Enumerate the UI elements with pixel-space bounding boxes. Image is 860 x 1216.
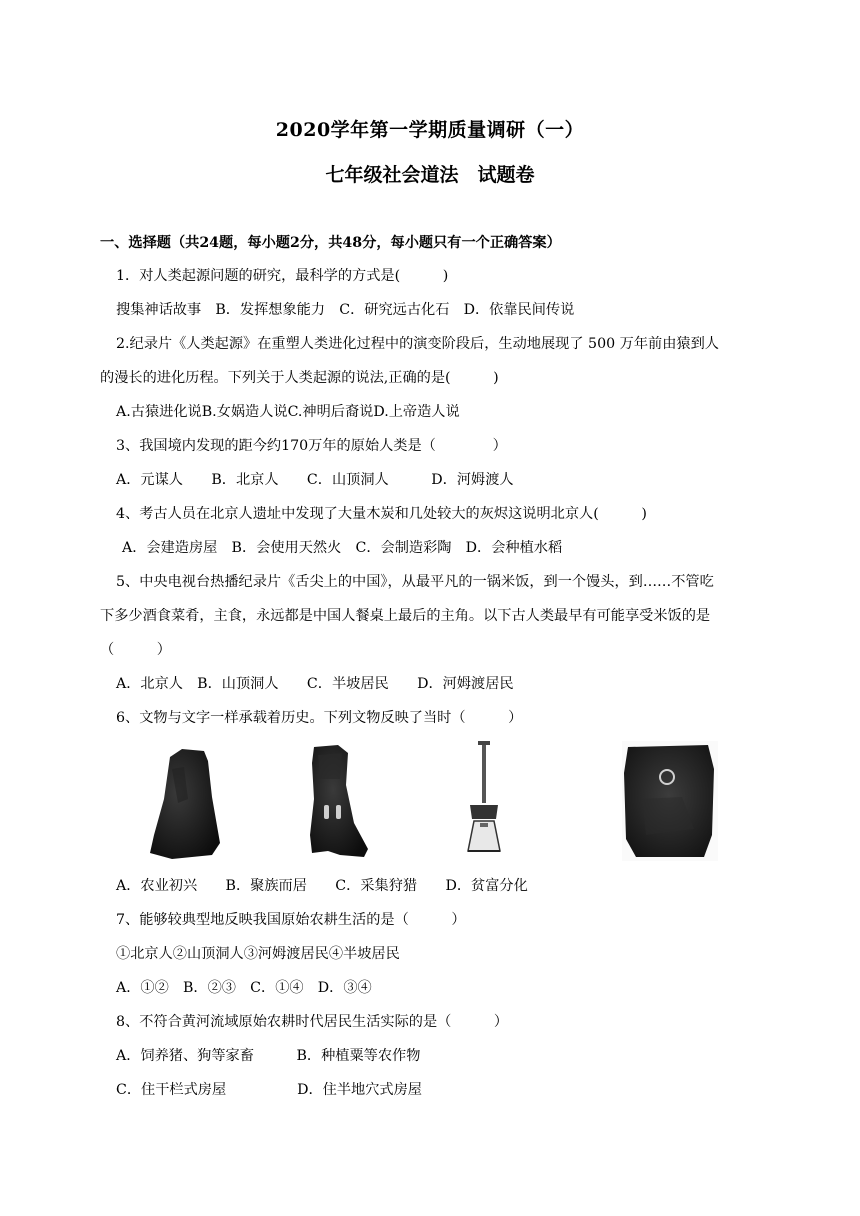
question-2-stem: 2.纪录片《人类起源》在重塑人类进化过程中的演变阶段后，生动地展现了 500 万年前由猿到人 [116,336,719,352]
question-6-options: A．农业初兴 B．聚族而居 C．采集狩猎 D．贫富分化 [116,878,528,894]
question-1-options: 搜集神话故事 B．发挥想象能力 C．研究远古化石 D．依靠民间传说 [116,302,575,318]
question-7-stem: 7、能够较典型地反映我国原始农耕生活的是（ ） [116,912,466,928]
artifacts-figure [142,739,718,862]
question-5-stem-paren: （ ） [100,642,171,658]
question-4-stem: 4、考古人员在北京人遗址中发现了大量木炭和几处较大的灰烬这说明北京人( ) [116,506,647,522]
question-6-stem: 6、文物与文字一样承载着历史。下列文物反映了当时（ ） [116,710,523,726]
question-8-options-cd: C．住干栏式房屋 D．住半地穴式房屋 [116,1082,422,1098]
question-5-options: A．北京人 B．山顶洞人 C．半坡居民 D．河姆渡居民 [116,676,514,692]
question-8-stem: 8、不符合黄河流域原始农耕时代居民生活实际的是（ ） [116,1014,509,1030]
artifact-bone-spade [310,745,368,857]
question-3-stem: 3、我国境内发现的距今约170万年的原始人类是（ ） [116,438,507,454]
question-1-stem: 1．对人类起源问题的研究，最科学的方式是( ) [116,268,449,284]
question-7-choices: ①北京人②山顶洞人③河姆渡居民④半坡居民 [116,946,400,962]
artifact-stone-shovel [150,749,220,859]
question-3-options: A．元谋人 B．北京人 C．山顶洞人 D．河姆渡人 [116,472,514,488]
artifact-hafted-spade [468,741,500,851]
question-4-options: A．会建造房屋 B．会使用天然火 C．会制造彩陶 D．会种植水稻 [122,540,563,556]
question-2-options: A.古猿进化说B.女娲造人说C.神明后裔说D.上帝造人说 [116,404,460,420]
artifact-jade-axe [622,741,718,861]
question-2-stem-cont: 的漫长的进化历程。下列关于人类起源的说法,正确的是( ) [100,370,499,386]
exam-title: 2020学年第一学期质量调研（一） [275,119,585,141]
section-heading: 一、选择题（共24题，每小题2分，共48分，每小题只有一个正确答案） [100,235,561,251]
question-8-options-ab: A．饲养猪、狗等家畜 B．种植粟等农作物 [116,1048,421,1064]
question-5-stem: 5、中央电视台热播纪录片《舌尖上的中国》，从最平凡的一锅米饭，到一个馒头，到……不管吃 [116,574,714,590]
question-5-stem-cont: 下多少酒食菜肴，主食，永远都是中国人餐桌上最后的主角。以下古人类最早有可能享受米饭的是 [100,608,711,624]
exam-subtitle: 七年级社会道法 试题卷 [325,164,535,186]
artifacts-svg [142,739,718,862]
question-7-options: A．①② B．②③ C．①④ D．③④ [116,980,372,996]
